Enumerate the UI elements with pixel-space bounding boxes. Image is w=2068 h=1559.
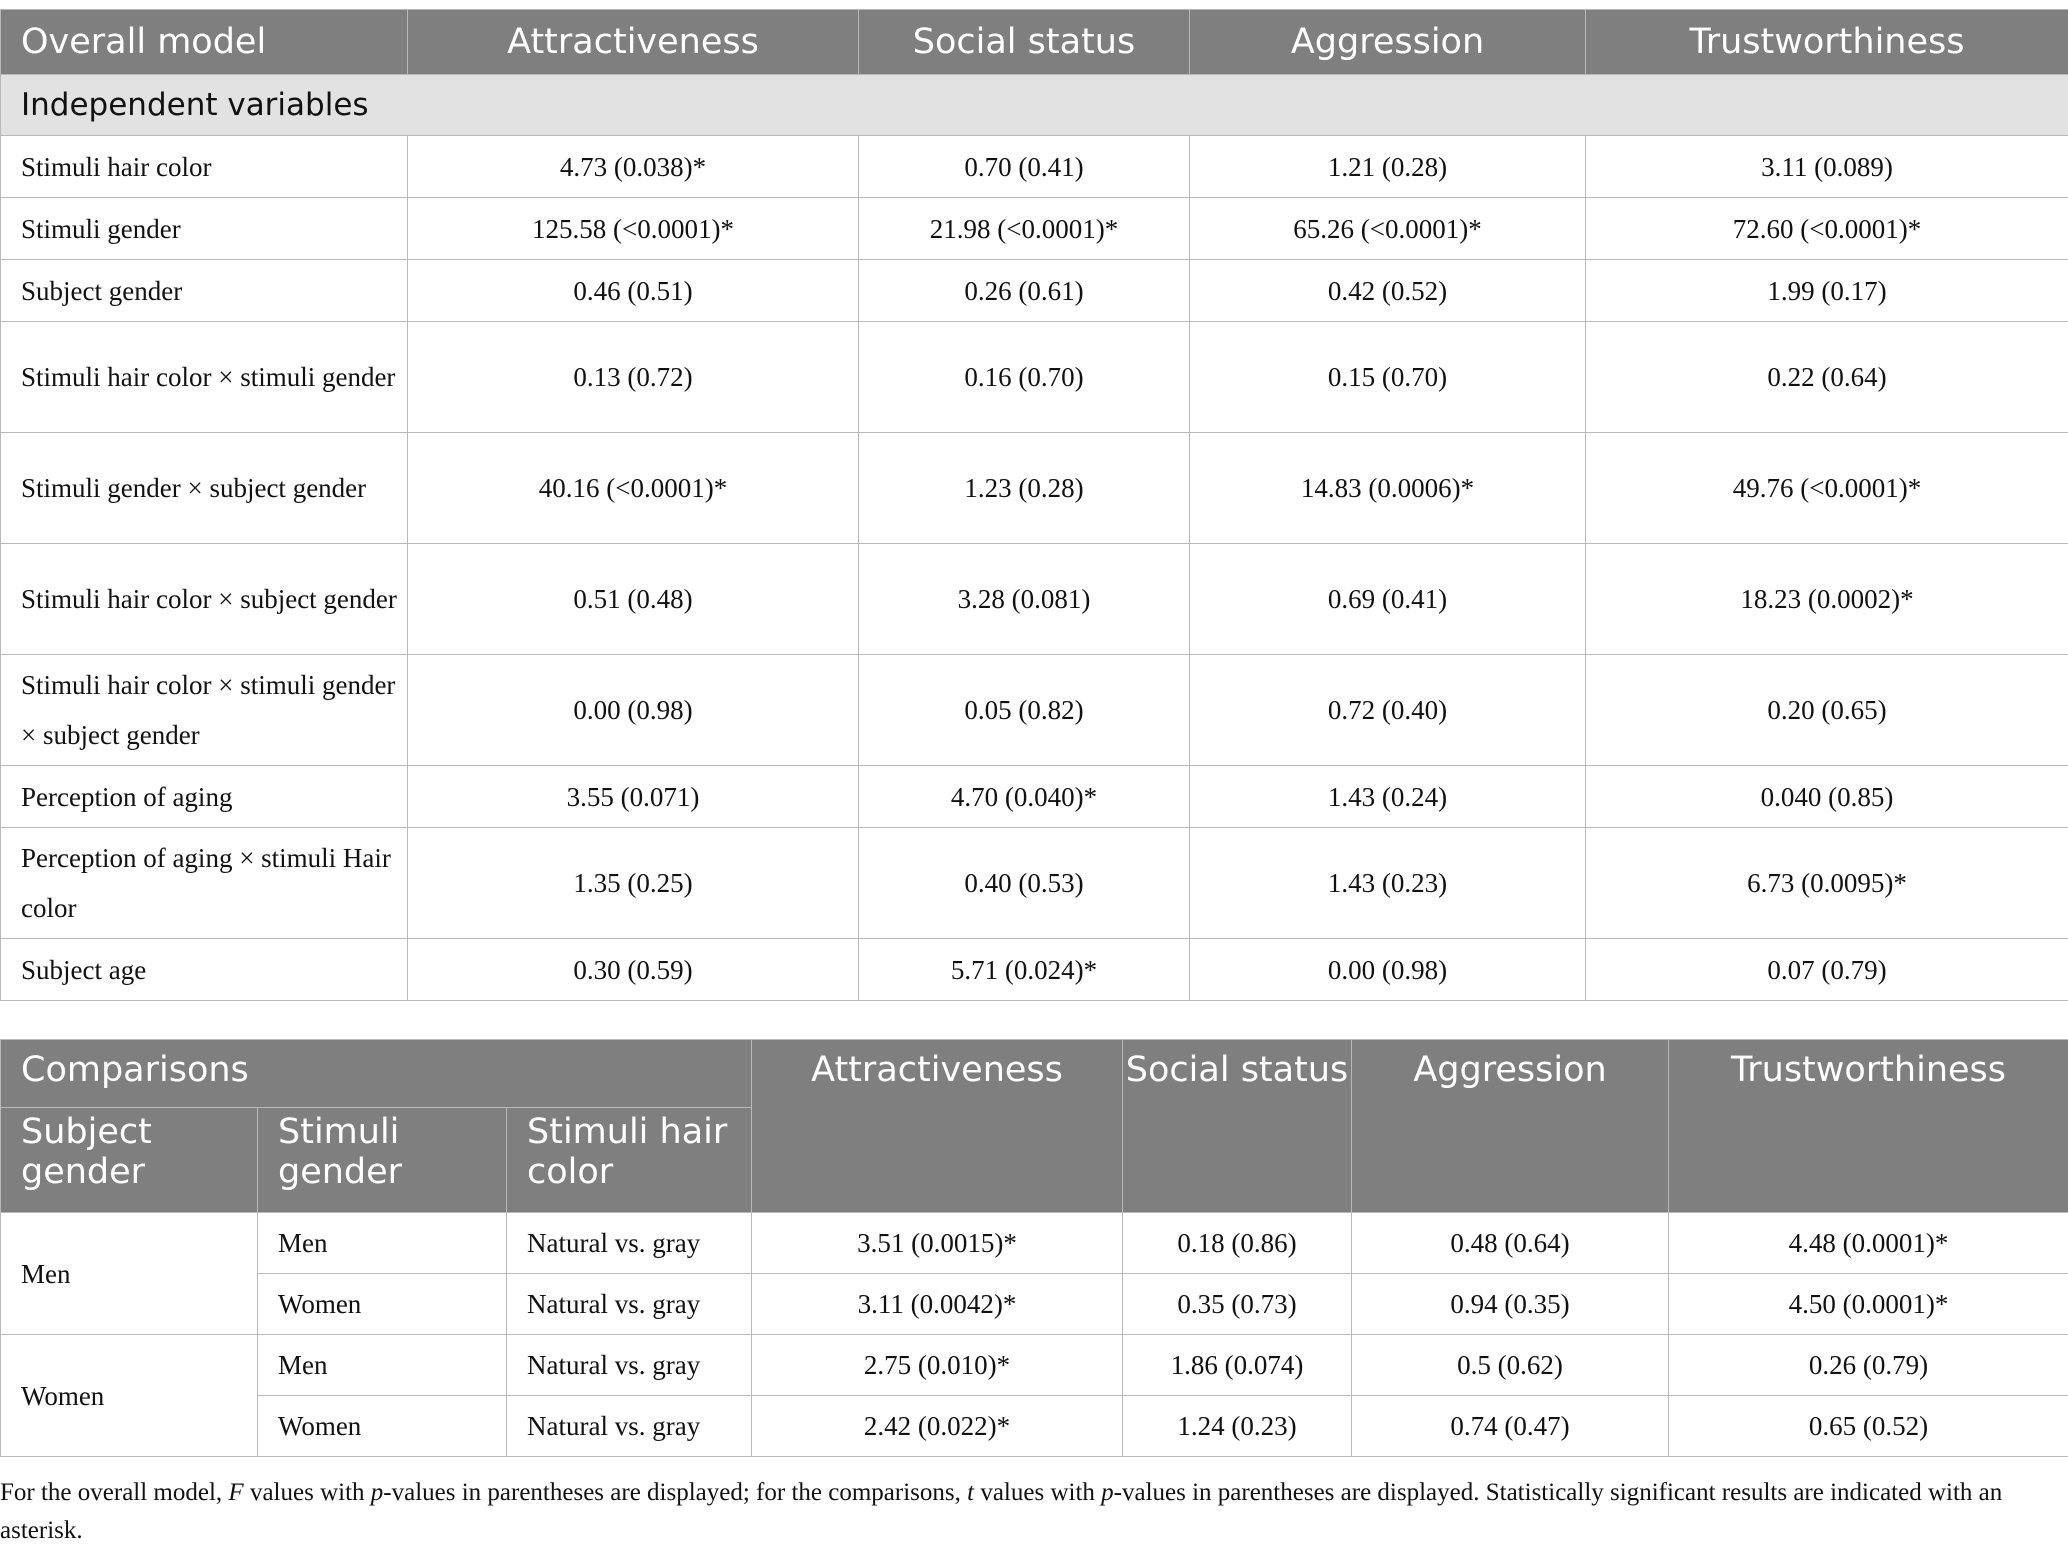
cell-social-status: 0.40 (0.53) [859, 828, 1190, 939]
cell-trustworthiness: 72.60 (<0.0001)* [1586, 198, 2068, 260]
table-footnote [0, 1474, 2048, 1550]
cell-social-status: 1.23 (0.28) [859, 433, 1190, 544]
stimuli-gender-cell: Men [258, 1335, 507, 1396]
row-label: Perception of aging [1, 766, 408, 828]
cell-social-status: 4.70 (0.040)* [859, 766, 1190, 828]
cell-aggression: 0.69 (0.41) [1190, 544, 1586, 655]
cell-social-status: 0.16 (0.70) [859, 322, 1190, 433]
cell-attractiveness: 3.55 (0.071) [408, 766, 859, 828]
row-label: Subject gender [1, 260, 408, 322]
table-row [1, 322, 2068, 433]
header-stimuli-hair-color: Stimuli hair color [507, 1108, 752, 1213]
cell-trustworthiness: 18.23 (0.0002)* [1586, 544, 2068, 655]
header-trustworthiness: Trustworthiness [1586, 10, 2068, 75]
footnote-text: For the overall model, [0, 1479, 229, 1506]
cell-attractiveness: 0.46 (0.51) [408, 260, 859, 322]
cell-trustworthiness: 4.50 (0.0001)* [1669, 1274, 2068, 1335]
cell-trustworthiness: 6.73 (0.0095)* [1586, 828, 2068, 939]
cell-attractiveness: 0.13 (0.72) [408, 322, 859, 433]
row-label: Stimuli gender × subject gender [1, 433, 408, 544]
table-row [1, 1213, 2068, 1274]
cell-attractiveness: 1.35 (0.25) [408, 828, 859, 939]
row-label: Stimuli hair color × subject gender [1, 544, 408, 655]
cell-attractiveness: 4.73 (0.038)* [408, 136, 859, 198]
cell-social-status: 0.18 (0.86) [1123, 1213, 1352, 1274]
cell-attractiveness: 2.75 (0.010)* [752, 1335, 1123, 1396]
cell-social-status: 1.24 (0.23) [1123, 1396, 1352, 1457]
cell-trustworthiness: 0.040 (0.85) [1586, 766, 2068, 828]
header-attractiveness: Attractiveness [752, 1040, 1123, 1213]
cell-aggression: 0.15 (0.70) [1190, 322, 1586, 433]
table-row [1, 433, 2068, 544]
cell-attractiveness: 2.42 (0.022)* [752, 1396, 1123, 1457]
hair-color-cell: Natural vs. gray [507, 1335, 752, 1396]
hair-color-cell: Natural vs. gray [507, 1396, 752, 1457]
table-row [1, 1274, 2068, 1335]
cell-aggression: 0.48 (0.64) [1352, 1213, 1669, 1274]
cell-attractiveness: 125.58 (<0.0001)* [408, 198, 859, 260]
cell-aggression: 1.43 (0.24) [1190, 766, 1586, 828]
footnote-text: -values in parentheses are displayed. Statistically significant results are indicated with an asterisk. [0, 1479, 2003, 1544]
table-row [1, 544, 2068, 655]
table-row [1, 198, 2068, 260]
table-header-row [1, 1040, 2068, 1108]
cell-social-status: 21.98 (<0.0001)* [859, 198, 1190, 260]
table-row [1, 260, 2068, 322]
section-row [1, 75, 2068, 136]
row-label: Stimuli gender [1, 198, 408, 260]
table-row [1, 655, 2068, 766]
header-subject-gender: Subject gender [1, 1108, 258, 1213]
cell-trustworthiness: 3.11 (0.089) [1586, 136, 2068, 198]
cell-attractiveness: 3.51 (0.0015)* [752, 1213, 1123, 1274]
header-overall-model: Overall model [1, 10, 408, 75]
cell-trustworthiness: 0.65 (0.52) [1669, 1396, 2068, 1457]
cell-social-status: 0.35 (0.73) [1123, 1274, 1352, 1335]
stimuli-gender-cell: Women [258, 1396, 507, 1457]
cell-trustworthiness: 1.99 (0.17) [1586, 260, 2068, 322]
table-row [1, 1396, 2068, 1457]
cell-social-status: 0.26 (0.61) [859, 260, 1190, 322]
footnote-text: values with [243, 1479, 371, 1506]
subject-gender-cell: Women [1, 1335, 258, 1457]
header-social-status: Social status [859, 10, 1190, 75]
cell-aggression: 0.42 (0.52) [1190, 260, 1586, 322]
table-row [1, 828, 2068, 939]
row-label: Stimuli hair color × stimuli gender × subject gender [1, 655, 408, 766]
cell-attractiveness: 0.30 (0.59) [408, 939, 859, 1001]
header-stimuli-gender: Stimuli gender [258, 1108, 507, 1213]
section-independent-variables: Independent variables [1, 75, 2068, 136]
row-label: Stimuli hair color [1, 136, 408, 198]
header-social-status: Social status [1123, 1040, 1352, 1213]
cell-social-status: 0.05 (0.82) [859, 655, 1190, 766]
cell-social-status: 0.70 (0.41) [859, 136, 1190, 198]
cell-aggression: 14.83 (0.0006)* [1190, 433, 1586, 544]
footnote-text: values with [974, 1479, 1102, 1506]
table-row [1, 1335, 2068, 1396]
hair-color-cell: Natural vs. gray [507, 1274, 752, 1335]
cell-aggression: 0.5 (0.62) [1352, 1335, 1669, 1396]
header-aggression: Aggression [1190, 10, 1586, 75]
cell-social-status: 3.28 (0.081) [859, 544, 1190, 655]
comparisons-table [0, 1039, 2068, 1457]
cell-attractiveness: 40.16 (<0.0001)* [408, 433, 859, 544]
header-trustworthiness: Trustworthiness [1669, 1040, 2068, 1213]
table-row [1, 766, 2068, 828]
row-label: Perception of aging × stimuli Hair color [1, 828, 408, 939]
stimuli-gender-cell: Women [258, 1274, 507, 1335]
cell-trustworthiness: 4.48 (0.0001)* [1669, 1213, 2068, 1274]
cell-aggression: 0.00 (0.98) [1190, 939, 1586, 1001]
cell-trustworthiness: 0.20 (0.65) [1586, 655, 2068, 766]
cell-trustworthiness: 49.76 (<0.0001)* [1586, 433, 2068, 544]
footnote-text: -values in parentheses are displayed; for the comparisons, [383, 1479, 968, 1506]
header-comparisons: Comparisons [1, 1040, 752, 1108]
cell-aggression: 0.94 (0.35) [1352, 1274, 1669, 1335]
cell-trustworthiness: 0.26 (0.79) [1669, 1335, 2068, 1396]
cell-aggression: 65.26 (<0.0001)* [1190, 198, 1586, 260]
cell-trustworthiness: 0.07 (0.79) [1586, 939, 2068, 1001]
cell-attractiveness: 0.00 (0.98) [408, 655, 859, 766]
cell-trustworthiness: 0.22 (0.64) [1586, 322, 2068, 433]
footnote-t-symbol: t [967, 1479, 975, 1506]
hair-color-cell: Natural vs. gray [507, 1213, 752, 1274]
cell-aggression: 0.72 (0.40) [1190, 655, 1586, 766]
footnote-p-symbol: p [370, 1479, 384, 1506]
row-label: Stimuli hair color × stimuli gender [1, 322, 408, 433]
table-row [1, 939, 2068, 1001]
footnote-p-symbol: p [1101, 1479, 1114, 1506]
subject-gender-cell: Men [1, 1213, 258, 1335]
table-header-row [1, 10, 2068, 75]
row-label: Subject age [1, 939, 408, 1001]
cell-social-status: 1.86 (0.074) [1123, 1335, 1352, 1396]
cell-social-status: 5.71 (0.024)* [859, 939, 1190, 1001]
cell-aggression: 1.21 (0.28) [1190, 136, 1586, 198]
cell-aggression: 0.74 (0.47) [1352, 1396, 1669, 1457]
header-attractiveness: Attractiveness [408, 10, 859, 75]
footnote-f-symbol: F [228, 1479, 244, 1506]
table-row [1, 136, 2068, 198]
cell-aggression: 1.43 (0.23) [1190, 828, 1586, 939]
cell-attractiveness: 3.11 (0.0042)* [752, 1274, 1123, 1335]
cell-attractiveness: 0.51 (0.48) [408, 544, 859, 655]
overall-model-table [0, 9, 2068, 1001]
stimuli-gender-cell: Men [258, 1213, 507, 1274]
header-aggression: Aggression [1352, 1040, 1669, 1213]
